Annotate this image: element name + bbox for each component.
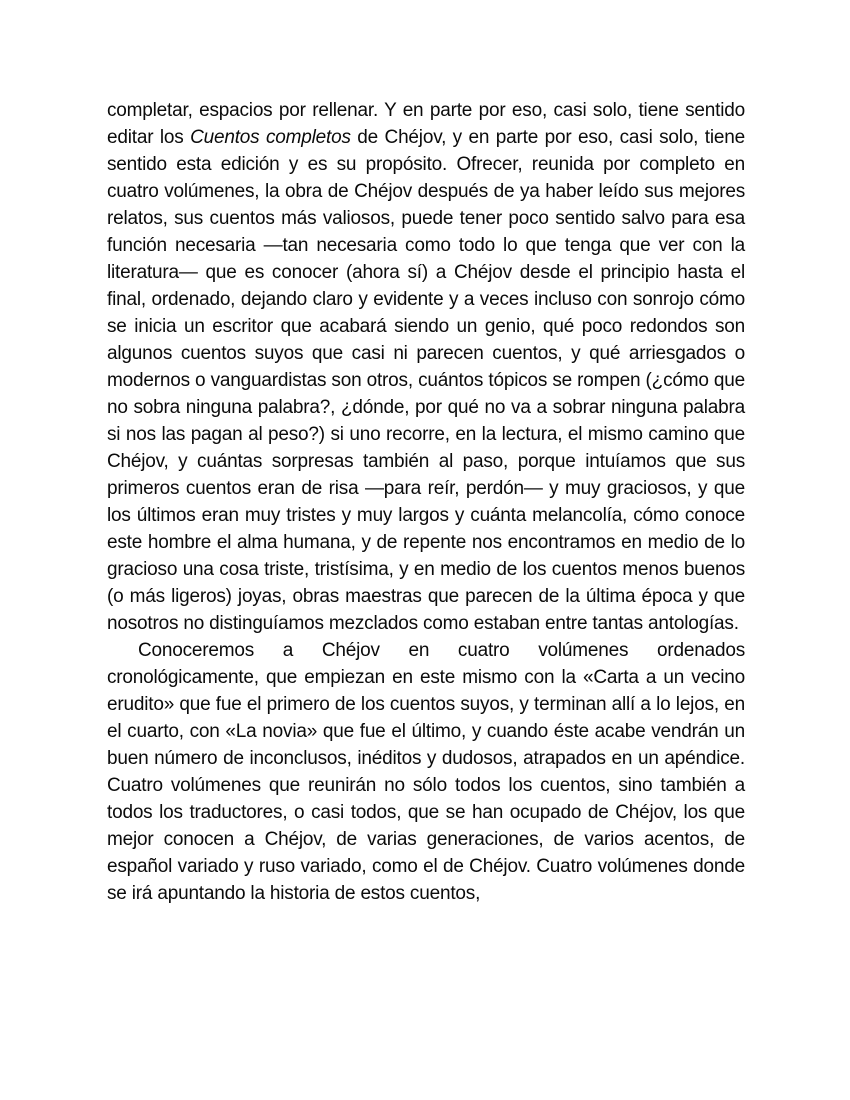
paragraph-2 <box>107 637 745 907</box>
book-title-italic-segment: Cuentos completos <box>190 127 351 148</box>
paragraph-segment: Conoceremos a Chéjov en cuatro volúmenes ordenados cronológicamente, que empiezan en este mismo con la «Carta a un vecino erudito» que fue el primero de los cuentos suyos, y terminan allí a lo lejos, en el cuarto, con «La novia» que fue el último, y cuando éste acabe vendrán un buen número de inconclusos, inéditos y dudosos, atrapados en un apéndice. Cuatro volúmenes que reunirán no sólo todos los cuentos, sino también a todos los traductores, o casi todos, que se han ocupado de Chéjov, los que mejor conocen a Chéjov, de varias generaciones, de varios acentos, de español variado y ruso variado, como el de Chéjov. Cuatro volúmenes donde se irá apuntando la historia de estos cuentos, <box>107 640 745 904</box>
paragraph-1 <box>107 97 745 637</box>
paragraph-segment: de Chéjov, y en parte por eso, casi solo, tiene sentido esta edición y es su propósito. Ofrecer, reunida por completo en cuatro volúmenes, la obra de Chéjov después de ya haber leído sus mejores relatos, sus cuentos más valiosos, puede tener poco sentido salvo para esa función necesaria —tan necesaria como todo lo que tenga que ver con la literatura— que es conocer (ahora sí) a Chéjov desde el principio hasta el final, ordenado, dejando claro y evidente y a veces incluso con sonrojo cómo se inicia un escritor que acabará siendo un genio, qué poco redondos son algunos cuentos suyos que casi ni parecen cuentos, y qué arriesgados o modernos o vanguardistas son otros, cuántos tópicos se rompen (¿cómo que no sobra ninguna palabra?, ¿dónde, por qué no va a sobrar ninguna palabra si nos las pagan al peso?) si uno recorre, en la lectura, el mismo camino que Chéjov, y cuántas sorpresas también al paso, porque intuíamos que sus primeros cuentos eran de risa —para reír, perdón— y muy graciosos, y que los últimos eran muy tristes y muy largos y cuánta melancolía, cómo conoce este hombre el alma humana, y de repente nos encontramos en medio de lo gracioso una cosa triste, tristísima, y en medio de los cuentos menos buenos (o más ligeros) joyas, obras maestras que parecen de la última época y que nosotros no distinguíamos mezclados como estaban entre tantas antologías. <box>107 127 745 634</box>
text-column <box>107 97 745 907</box>
paragraph-segment: completar, espacios por rellenar. Y en parte por eso, casi solo, tiene sentido editar los <box>107 100 745 148</box>
